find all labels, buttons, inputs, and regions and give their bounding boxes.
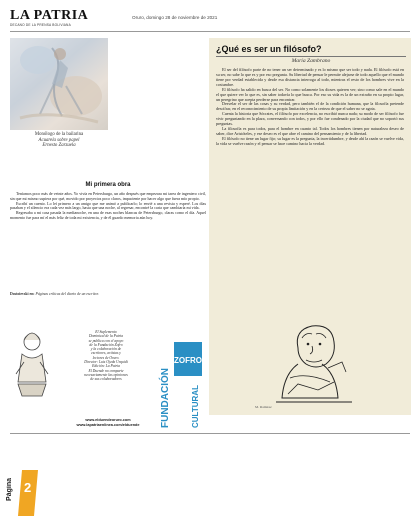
philosopher-cartoon <box>268 318 360 412</box>
essay-title: ¿Qué es ser un filósofo? <box>216 44 322 54</box>
website-link[interactable]: www.elduendeoruro.com <box>85 418 131 422</box>
essay-paragraph: Cuenta la historia que Sócrates, el filósofo por excelencia, no escribió nunca nada; su modo de ser filósofo fue vivir preguntando en la plaza, conversando con todos, y por ello fue condenado por la ciudad que no soportó sus preguntas. <box>216 111 404 127</box>
essay-title-rule <box>216 56 406 57</box>
essay-paragraph: Desvelar el ser de las cosas y su verdad, pero también el de la condición humana, que la filosofía pretende descifrar, en el reconocimiento de su propia limitación y en la certeza de que el saber no se agota. <box>216 101 404 112</box>
section-paragraph: Regresaba a mi casa pasada la medianoche, en una de esas noches blancas de Petersburgo, claras como el día. Aquel momento fue para mí el más feliz de toda mi existencia, y de él guardo memoria aún hoy. <box>10 210 206 220</box>
issue-date: Oruro, domingo 28 de noviembre de 2021 <box>132 15 218 20</box>
artwork-caption <box>10 132 108 149</box>
page-label: Página <box>6 478 13 501</box>
credits-line: El Duende no comparte <box>88 368 124 373</box>
credits-line: lectores de Oruro. <box>92 355 120 360</box>
artwork-title: Monólogo de la bailarina <box>34 132 84 137</box>
newspaper-logo: LA PATRIA <box>10 8 89 23</box>
essay-author: María Zambrano <box>291 58 331 64</box>
artwork-medium: Acuarela sobre papel <box>38 137 80 143</box>
section-body <box>10 192 206 290</box>
credits-line: Edición: La Patria <box>92 364 120 369</box>
website-link[interactable]: www.lapatriaenlinea.com/elduende <box>76 422 140 427</box>
credits-line: El Suplemento <box>95 330 117 334</box>
essay-paragraph: El filósofo no tiene un lugar fijo; su lugar es la pregunta, la incertidumbre, y desde ahí la razón se vuelve vida, la vida se vuelve razón y el pensar se hace camino hacia la verdad. <box>216 135 404 146</box>
section-title: Mi primera obra <box>85 182 131 188</box>
fundacion-zofro-logo <box>158 328 206 446</box>
essay-paragraph: El ser del filósofo parte de no tener un ser determinado y es lo mismo que ser todo y nada. El filósofo está en su ser, no sabe lo que es y por eso pregunta. Su libertad de pensar le permite alejarse de todo aquello que el mundo tiene por verdad establecida y desde esa distancia interroga al todo, mientras el resto de los hombres vive en la costumbre. <box>216 68 404 87</box>
foundation-word: ZOFRO <box>174 356 202 365</box>
web-links <box>60 418 156 427</box>
section-source <box>10 292 206 296</box>
section-paragraph: Escribí un cuento. Lo leí primero a un amigo que me animó a publicarlo; lo envié a una revista y esperé. Los días pasaban y el silencio era cada vez más largo, hasta que una noche, al regresar, encontré la carta que cambiaría mi vida. <box>10 200 206 211</box>
source-label: Dostoievski en: <box>10 292 35 296</box>
cartoon-signature: M. Ramírez <box>255 405 272 409</box>
artwork-photo <box>10 38 108 130</box>
masthead-divider <box>10 31 410 32</box>
credits-line: se publica con el apoyo <box>88 338 124 343</box>
essay-paragraph: El filósofo ha salido en busca del ser. No como solamente los dioses quieren ver; sino como sale en el mundo el que quiere ver lo que es, sin saber todavía lo que busca. Por eso su vida es la de un extraño en su propio lugar, un peregrino que acepta perderse para encontrar. <box>216 86 404 102</box>
credits-block <box>60 330 152 382</box>
foundation-word: CULTURAL <box>191 385 200 428</box>
source-text: Páginas críticas del diario de un escritor. <box>35 292 99 296</box>
credits-line: Dominical de la Patria <box>88 334 124 339</box>
credits-line: necesariamente las opiniones <box>84 372 128 377</box>
artwork-artist: Ernesto Zarzuela <box>42 143 76 149</box>
credits-line: y la colaboración de <box>90 347 122 352</box>
footer-divider <box>10 433 410 434</box>
credits-line: Director: Luis Ojeda Urquidi <box>84 360 128 365</box>
newspaper-subtitle: DECANO DE LA PRENSA BOLIVIANA <box>10 23 71 27</box>
section-paragraph: Teníamos poco más de veinte años. Yo vivía en Petersburgo, un año después que empezara mi tarea de ingeniero civil, sin que mi mismo supiera por qué, movido por proyectos poco claros, impaciente por hacer algo que fuera mío propio. <box>10 192 206 201</box>
credits-line: de la Fundación Zofro <box>89 342 123 347</box>
credits-line: escritores, artistas y <box>91 351 121 356</box>
page-number: 2 <box>24 480 32 495</box>
credits-line: de sus colaboradores <box>90 377 122 382</box>
essay-body <box>216 68 404 313</box>
foundation-word: FUNDACIÓN <box>160 368 171 428</box>
essay-paragraph: La filosofía es para todos, para el hombre en cuanto tal. Todos los hombres tienen por naturaleza deseo de saber, dice Aristóteles, y ese deseo es el que abre el camino del pensamiento y de la libertad. <box>216 126 404 136</box>
duende-illustration <box>10 328 54 402</box>
